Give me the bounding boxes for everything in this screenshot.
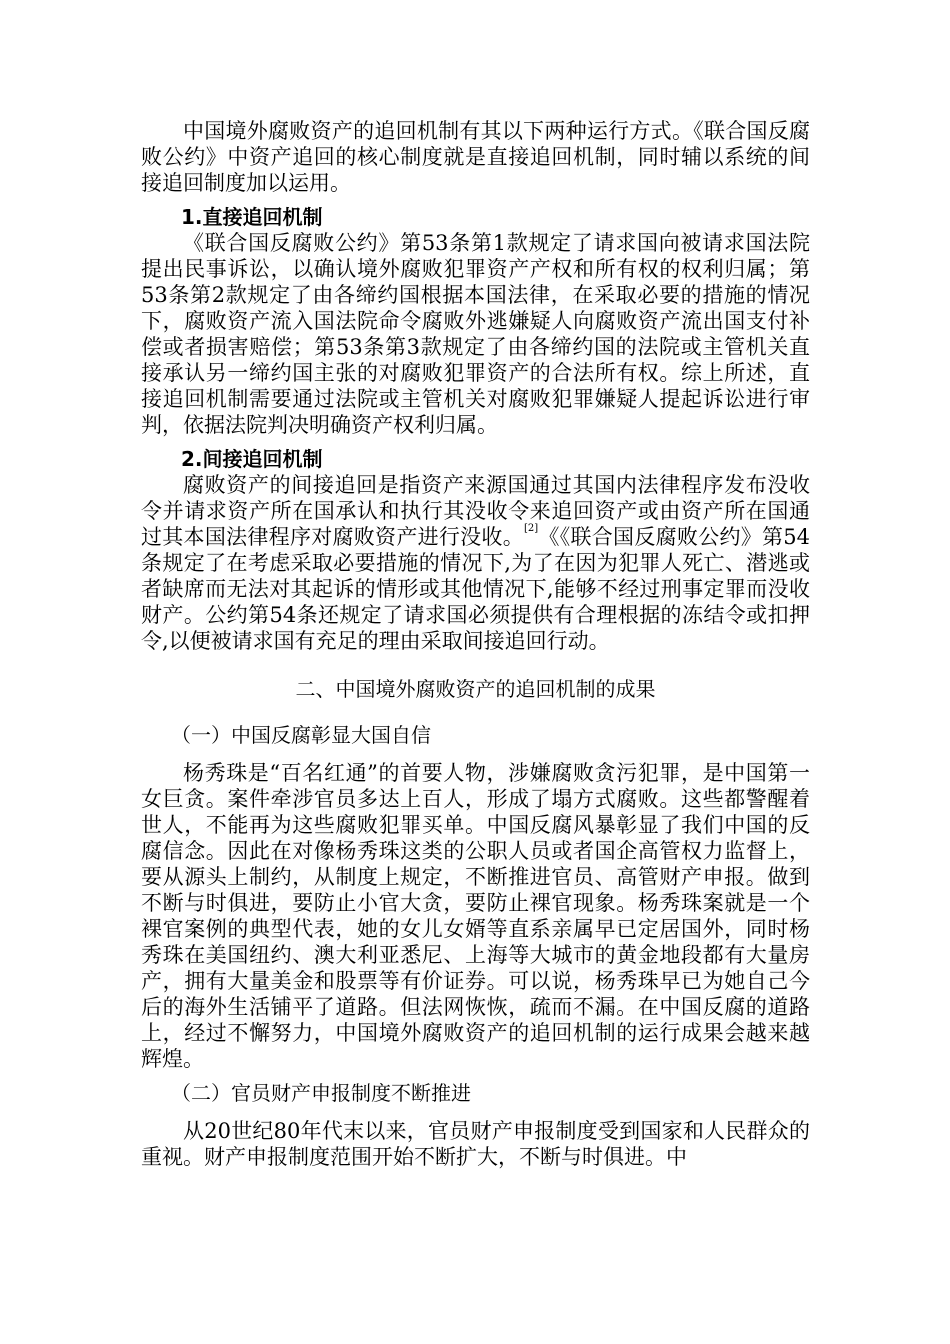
citation-mark: [2] — [524, 523, 539, 534]
direct-recovery-paragraph: 《联合国反腐败公约》第53条第1款规定了请求国向被请求国法院提出民事诉讼，以确认境外腐败犯罪资产产权和所有权的权利归属；第53条第2款规定了由各缔约国根据本国法律，在采取必要的措施的情况下，腐败资产流入国法院命令腐败外逃嫌疑人向腐败资产流出国支付补偿或者损害赔偿；第53条第3款规定了由各缔约国的法院或主管机关直接承认另一缔约国主张的对腐败犯罪资产的合法所有权。综上所述，直接追回机制需要通过法院或主管机关对腐败犯罪嫌疑人提起诉讼进行审判，依据法院判决明确资产权利归属。 — [141, 231, 810, 437]
subsection-one-paragraph: 杨秀珠是“百名红通”的首要人物，涉嫌腐败贪污犯罪，是中国第一女巨贪。案件牵涉官员多达上百人，形成了塌方式腐败。这些都警醒着世人，不能再为这些腐败犯罪买单。中国反腐风暴彰显了我们中国的反腐信念。因此在对像杨秀珠这类的公职人员或者国企高管权力监督上，要从源头上制约，从制度上规定，不断推进官员、高管财产申报。做到不断与时俱进，要防止小官大贪，要防止裸官现象。杨秀珠案就是一个裸官案例的典型代表，她的女儿女婿等直系亲属早已定居国外，同时杨秀珠在美国纽约、澳大利亚悉尼、上海等大城市的黄金地段都有大量房产，拥有大量美金和股票等有价证券。可以说，杨秀珠早已为她自己今后的海外生活铺平了道路。但法网恢恢，疏而不漏。在中国反腐的道路上，经过不懈努力，中国境外腐败资产的追回机制的运行成果会越来越辉煌。 — [141, 761, 810, 1071]
subsection-one-heading: （一）中国反腐彰显大国自信 — [171, 723, 431, 747]
intro-paragraph: 中国境外腐败资产的追回机制有其以下两种运行方式。《联合国反腐败公约》中资产追回的核心制度就是直接追回机制，同时辅以系统的间接追回制度加以运用。 — [141, 119, 810, 195]
subsection-two-heading: （二）官员财产申报制度不断推进 — [171, 1081, 471, 1105]
indirect-recovery-paragraph — [141, 472, 810, 654]
direct-recovery-heading: 1.直接追回机制 — [181, 205, 323, 229]
indirect-text-1: 腐败资产的间接追回是指资产来源国通过其国内法律程序发布没收令并请求资产所在国承认和执行其没收令来追回资产或由资产所在国通过其本国法律程序对腐败资产进行没收。 — [141, 473, 810, 549]
document-page — [141, 118, 810, 1170]
subsection-two-paragraph: 从20世纪80年代末以来，官员财产申报制度受到国家和人民群众的重视。财产申报制度范围开始不断扩大，不断与时俱进。中 — [141, 1119, 810, 1169]
indirect-text-2: 《《联合国反腐败公约》第54条规定了在考虑采取必要措施的情况下,为了在因为犯罪人死亡、潜逃或者缺席而无法对其起诉的情形或其他情况下,能够不经过刑事定罪而没收财产。公约第54条还规定了请求国必须提供有合理根据的冻结令或扣押令,以便被请求国有充足的理由采取间接追回行动。 — [141, 525, 810, 653]
indirect-recovery-heading: 2.间接追回机制 — [181, 447, 323, 471]
section-two-heading: 二、中国境外腐败资产的追回机制的成果 — [295, 677, 656, 701]
